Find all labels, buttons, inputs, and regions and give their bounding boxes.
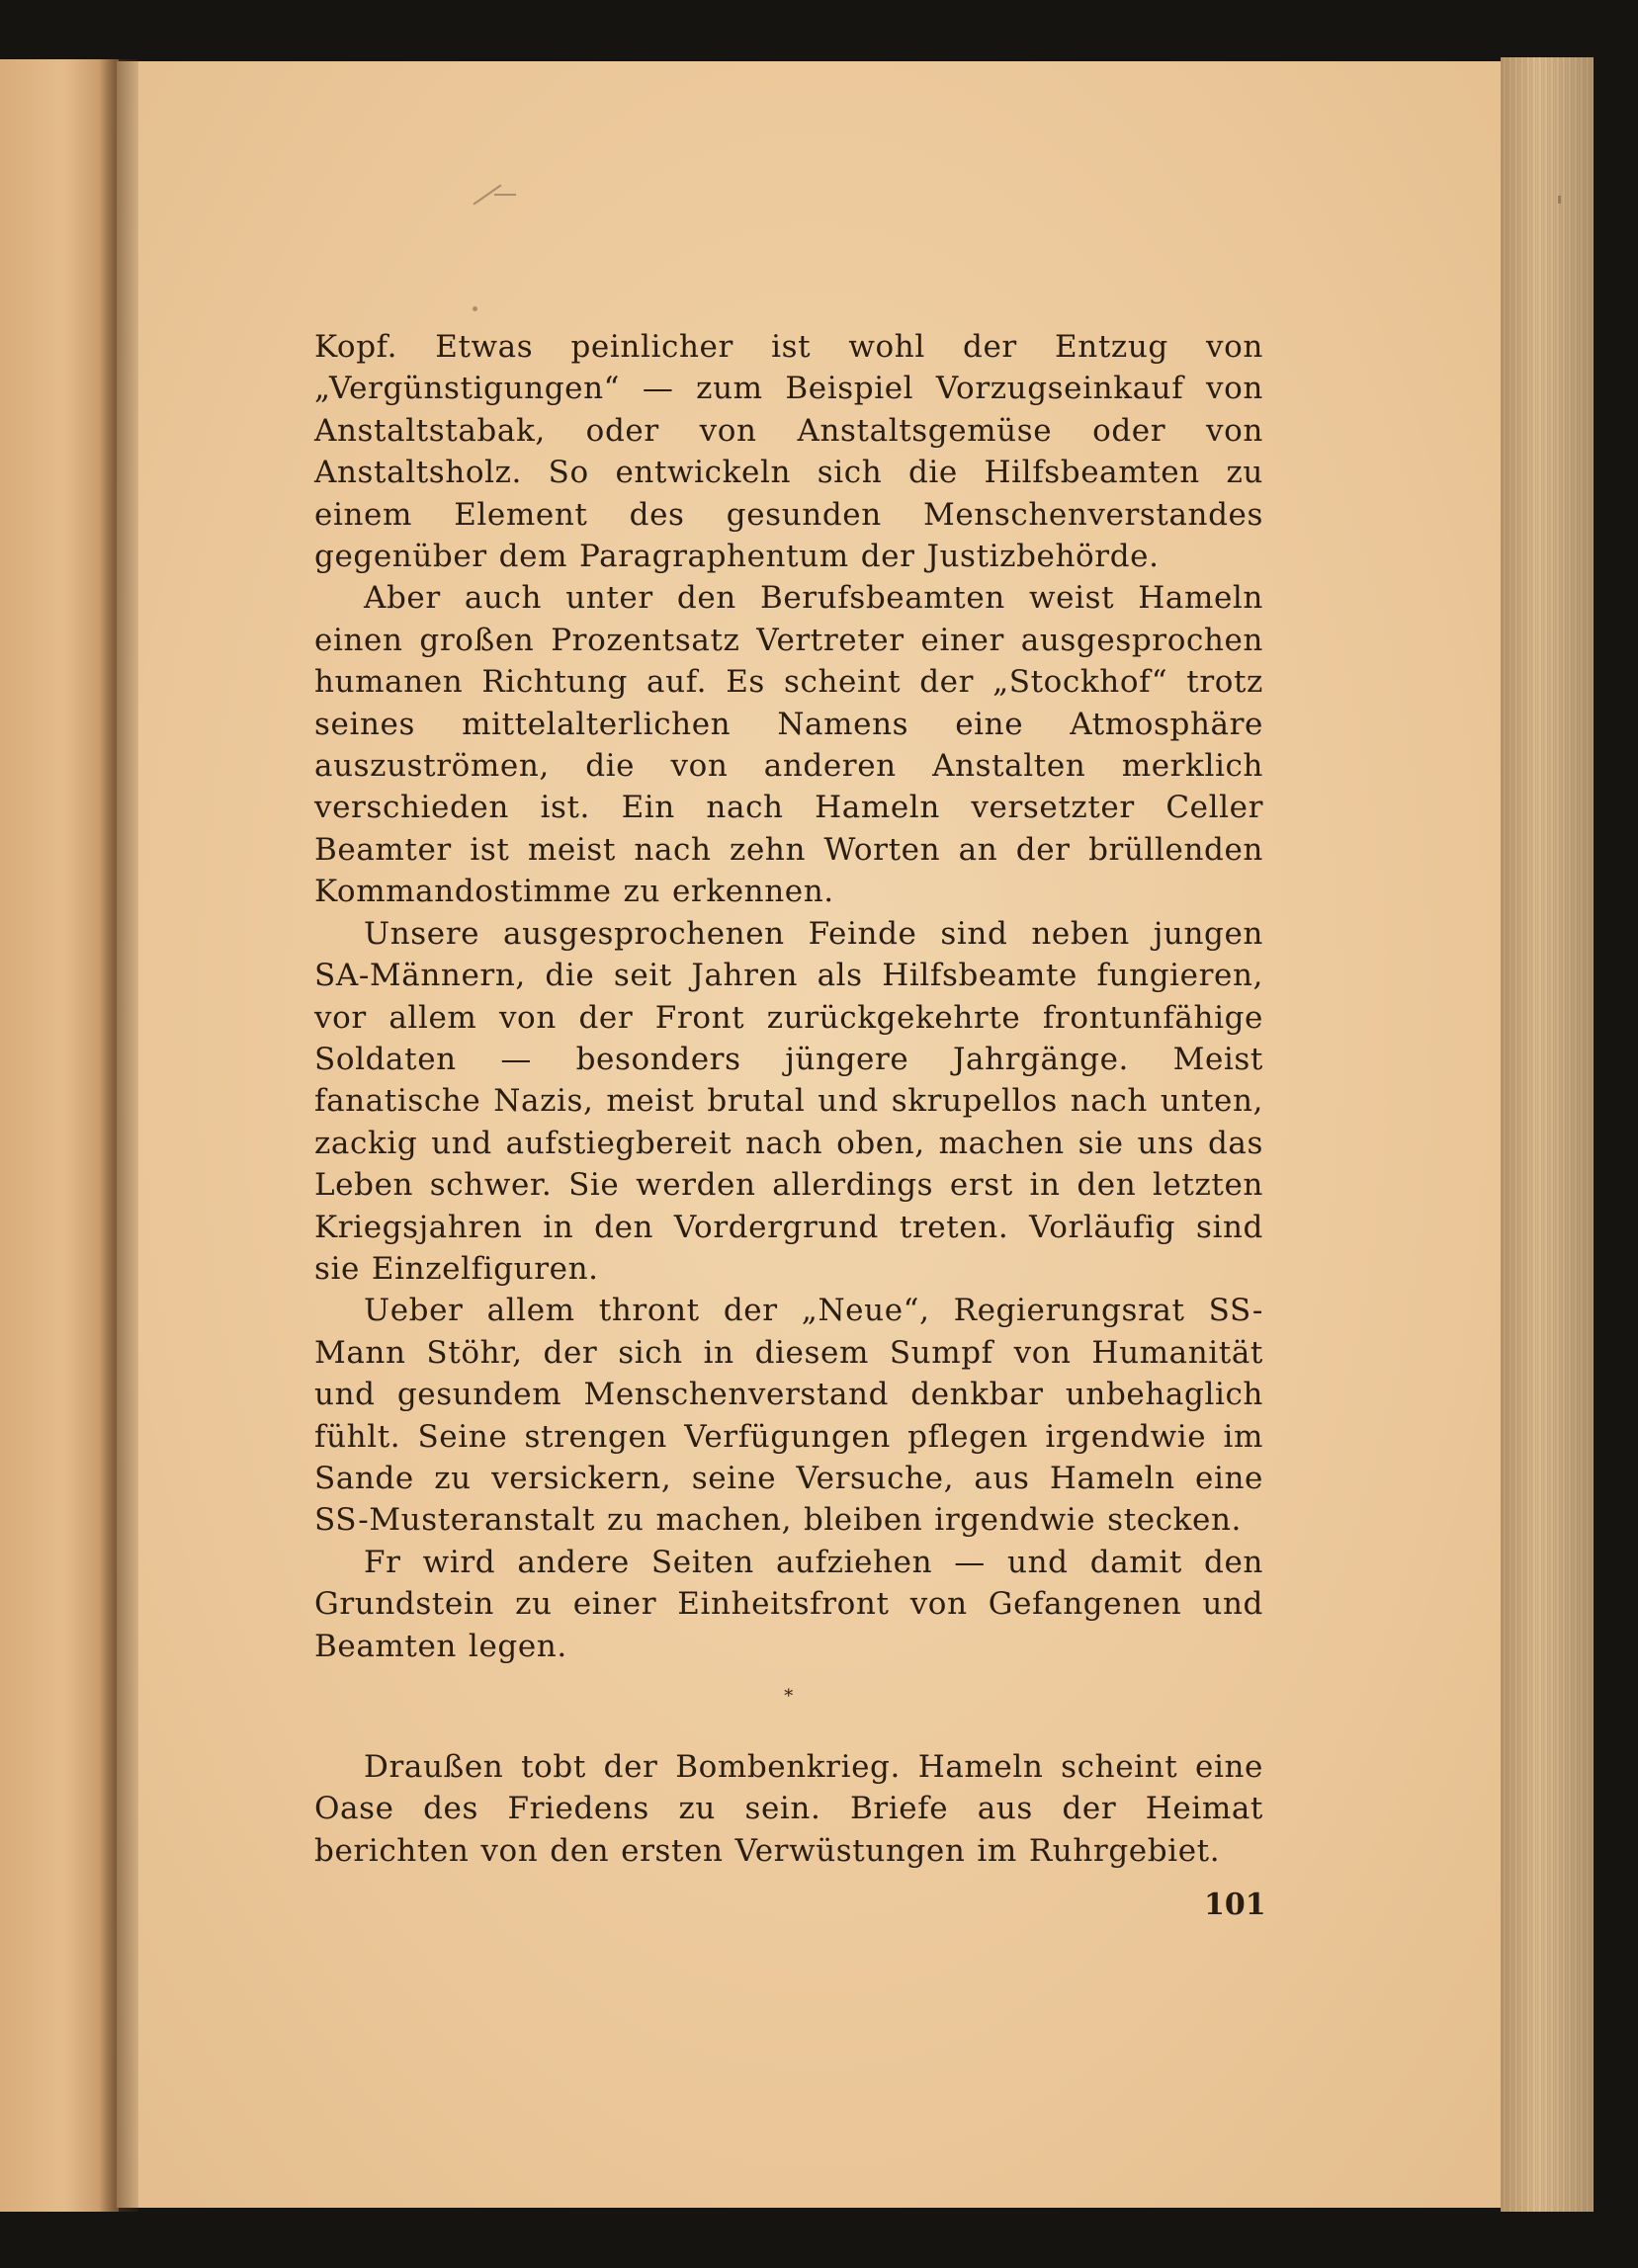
paragraph: Unsere ausgesprochenen Feinde sind neben jungen SA-Männern, die seit Jahren als Hilfsbeamte fungieren, vor allem von der Front zurückgekehrte frontunfähige Soldaten — besonders jüngere Jahrgänge. Meist fanatische Nazis, meist brutal und skrupellos nach unten, zackig und aufstiegbereit nach oben, machen sie uns das Leben schwer. Sie werden allerdings erst in den letzten Kriegsjahren in den Vordergrund treten. Vorläufig sind sie Einzelfiguren. (314, 915, 1263, 1287)
paragraph: Ueber allem thront der „Neue“, Regierungsrat SS-Mann Stöhr, der sich in diesem Sumpf von Humanität und gesundem Menschenverstand denkbar unbehaglich fühlt. Seine strengen Verfügungen pflegen irgendwie im Sande zu versickern, seine Versuche, aus Hameln eine SS-Musteranstalt zu machen, bleiben irgendwie stecken. (314, 1293, 1263, 1539)
paragraph: Aber auch unter den Berufsbeamten weist Hameln einen großen Prozentsatz Vertreter einer ausgesprochen humanen Richtung auf. Es scheint der „Stockhof“ trotz seines mittelalterlichen Namens eine Atmosphäre auszuströmen, die von anderen Anstalten merklich verschieden ist. Ein nach Hameln versetzter Celler Beamter ist meist nach zehn Worten an der brüllenden Kommandostimme zu erkennen. (314, 580, 1263, 910)
paper-speck (1558, 196, 1561, 204)
paragraph: Fr wird andere Seiten aufziehen — und damit den Grundstein zu einer Einheitsfront von Gefangenen und Beamten legen. (314, 1544, 1263, 1664)
paragraph-gap (314, 1726, 1263, 1746)
paragraph: Kopf. Etwas peinlicher ist wohl der Entzug von „Vergünstigungen“ — zum Beispiel Vorzugseinkauf von Anstaltstabak, oder von Anstaltsgemüse oder von Anstaltsholz. So entwickeln sich die Hilfsbeamten zu einem Element des gesunden Menschenverstandes gegenüber dem Paragraphentum der Justizbehörde. (314, 329, 1263, 575)
section-separator: * (784, 1686, 794, 1707)
paper-speck (473, 306, 477, 311)
paper-speck (494, 194, 516, 196)
spine-gutter-shadow (99, 59, 138, 2212)
page-edges-shade (1501, 57, 1594, 2212)
body-text (314, 326, 1263, 1872)
paragraph: Draußen tobt der Bombenkrieg. Hameln scheint eine Oase des Friedens zu sein. Briefe aus der Heimat berichten von den ersten Verwüstungen im Ruhrgebiet. (314, 1749, 1263, 1869)
page-number: 101 (1204, 1888, 1266, 1922)
